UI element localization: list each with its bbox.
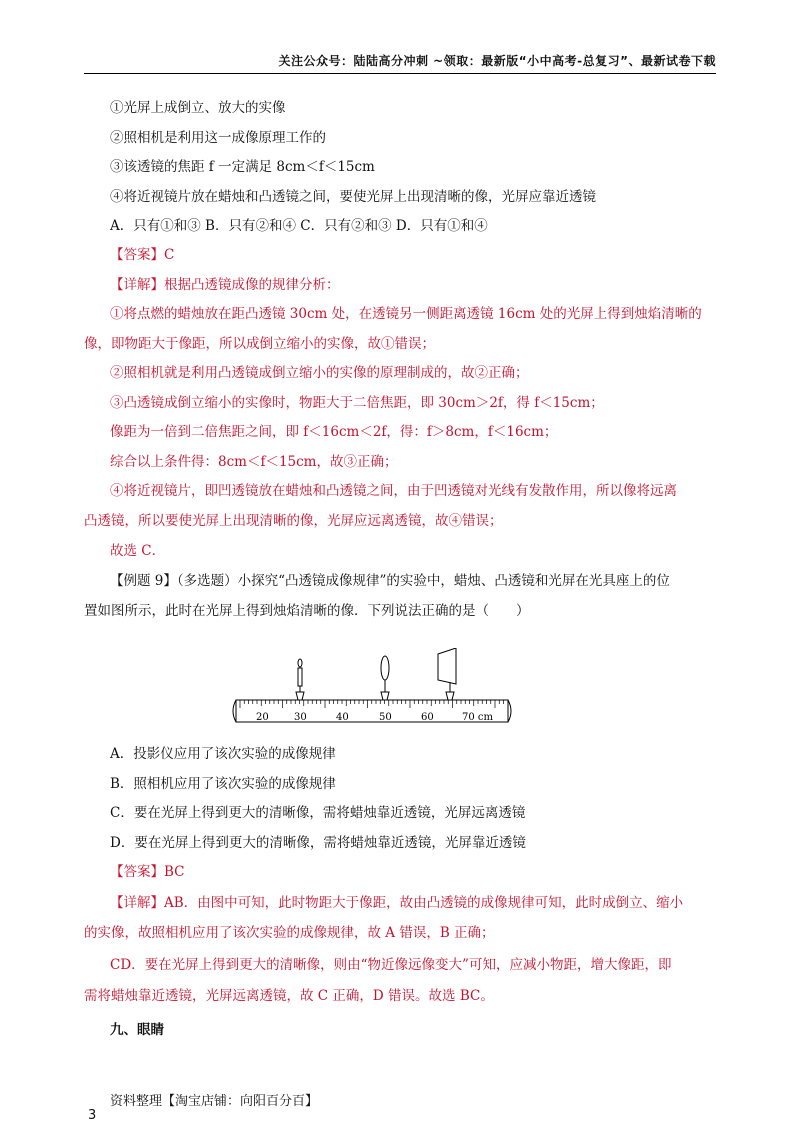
option-c: C．要在光屏上得到更大的清晰像，需将蜡烛靠近透镜，光屏远离透镜: [110, 805, 526, 821]
answer-2: 【答案】BC: [110, 864, 185, 880]
detail-6: 像距为一倍到二倍焦距之间，即 f＜16cm＜2f，得：f＞8cm，f＜16cm；: [110, 424, 558, 440]
statement-1: ①光屏上成倒立、放大的实像: [110, 100, 286, 116]
tick-label-60: 60: [421, 712, 434, 723]
tick-label-50: 50: [379, 712, 392, 723]
light-screen: [438, 648, 456, 700]
detail-2: ①将点燃的蜡烛放在距凸透镜 30cm 处，在透镜另一侧距离透镜 16cm 处的光屏上得到烛焰清晰的: [110, 306, 702, 322]
answer-1: 【答案】C: [110, 247, 175, 263]
statement-3: ③该透镜的焦距 f 一定满足 8cm＜f＜15cm: [110, 159, 375, 175]
option-b: B．照相机应用了该次实验的成像规律: [110, 776, 336, 792]
page-number: 3: [88, 1108, 97, 1123]
option-a: A．投影仪应用了该次实验的成像规律: [110, 746, 336, 762]
convex-lens: [381, 656, 389, 700]
detail-7: 综合以上条件得：8cm＜f＜15cm，故③正确；: [110, 454, 398, 470]
statement-4: ④将近视镜片放在蜡烛和凸透镜之间，要使光屏上出现清晰的像，光屏应靠近透镜: [110, 189, 596, 205]
detail-9: 凸透镜，所以要使光屏上出现清晰的像，光屏应远离透镜，故④错误；: [84, 513, 503, 529]
option-d: D．要在光屏上得到更大的清晰像，需将蜡烛靠近透镜，光屏靠近透镜: [110, 835, 526, 851]
detail-5: ③凸透镜成倒立缩小的实像时，物距大于二倍焦距，即 30cm＞2f，得 f＜15cm；: [110, 395, 604, 411]
tick-label-30: 30: [294, 712, 307, 723]
question-9-line-2: 置如图所示，此时在光屏上得到烛焰清晰的像．下列说法正确的是（ ）: [84, 603, 530, 619]
explain-4: 需将蜡烛靠近透镜，光屏远离透镜，故 C 正确，D 错误。故选 BC。: [84, 988, 494, 1004]
header-rule: [84, 73, 716, 74]
detail-1: 【详解】根据凸透镜成像的规律分析：: [110, 277, 340, 293]
page-header: 关注公众号：陆陆高分冲刺 ~领取：最新版“小中高考-总复习”、最新试卷下载: [278, 54, 716, 68]
explain-1: 【详解】AB．由图中可知，此时物距大于像距，故由凸透镜的成像规律可知，此时成倒立、缩小: [110, 895, 684, 911]
tick-label-20: 20: [256, 712, 269, 723]
optical-bench: [233, 700, 511, 723]
explain-3: CD．要在光屏上得到更大的清晰像，则由“物近像远像变大”可知，应减小物距，增大像距，即: [110, 957, 672, 973]
tick-label-70: 70 cm: [462, 712, 493, 723]
detail-10: 故选 C．: [110, 543, 166, 559]
footer-note: 资料整理【淘宝店铺：向阳百分百】: [110, 1094, 319, 1109]
candle: [296, 659, 304, 700]
detail-3: 像，即物距大于像距，所以成倒立缩小的实像，故①错误；: [84, 336, 435, 352]
explain-2: 的实像，故照相机应用了该次实验的成像规律，故 A 错误，B 正确；: [84, 925, 495, 941]
detail-8: ④将近视镜片，即凹透镜放在蜡烛和凸透镜之间，由于凹透镜对光线有发散作用，所以像将远离: [110, 483, 677, 499]
optical-bench-figure: [228, 648, 518, 728]
section-heading: 九、眼睛: [110, 1022, 164, 1038]
tick-label-40: 40: [336, 712, 349, 723]
statement-2: ②照相机是利用这一成像原理工作的: [110, 130, 326, 146]
question-9-line-1: 【例题 9】（多选题）小探究“凸透镜成像规律”的实验中，蜡烛、凸透镜和光屏在光具座上的位: [110, 573, 670, 589]
detail-4: ②照相机就是利用凸透镜成倒立缩小的实像的原理制成的，故②正确；: [110, 365, 529, 381]
choices-line: A．只有①和③ B．只有②和④ C．只有②和③ D．只有①和④: [110, 218, 488, 234]
